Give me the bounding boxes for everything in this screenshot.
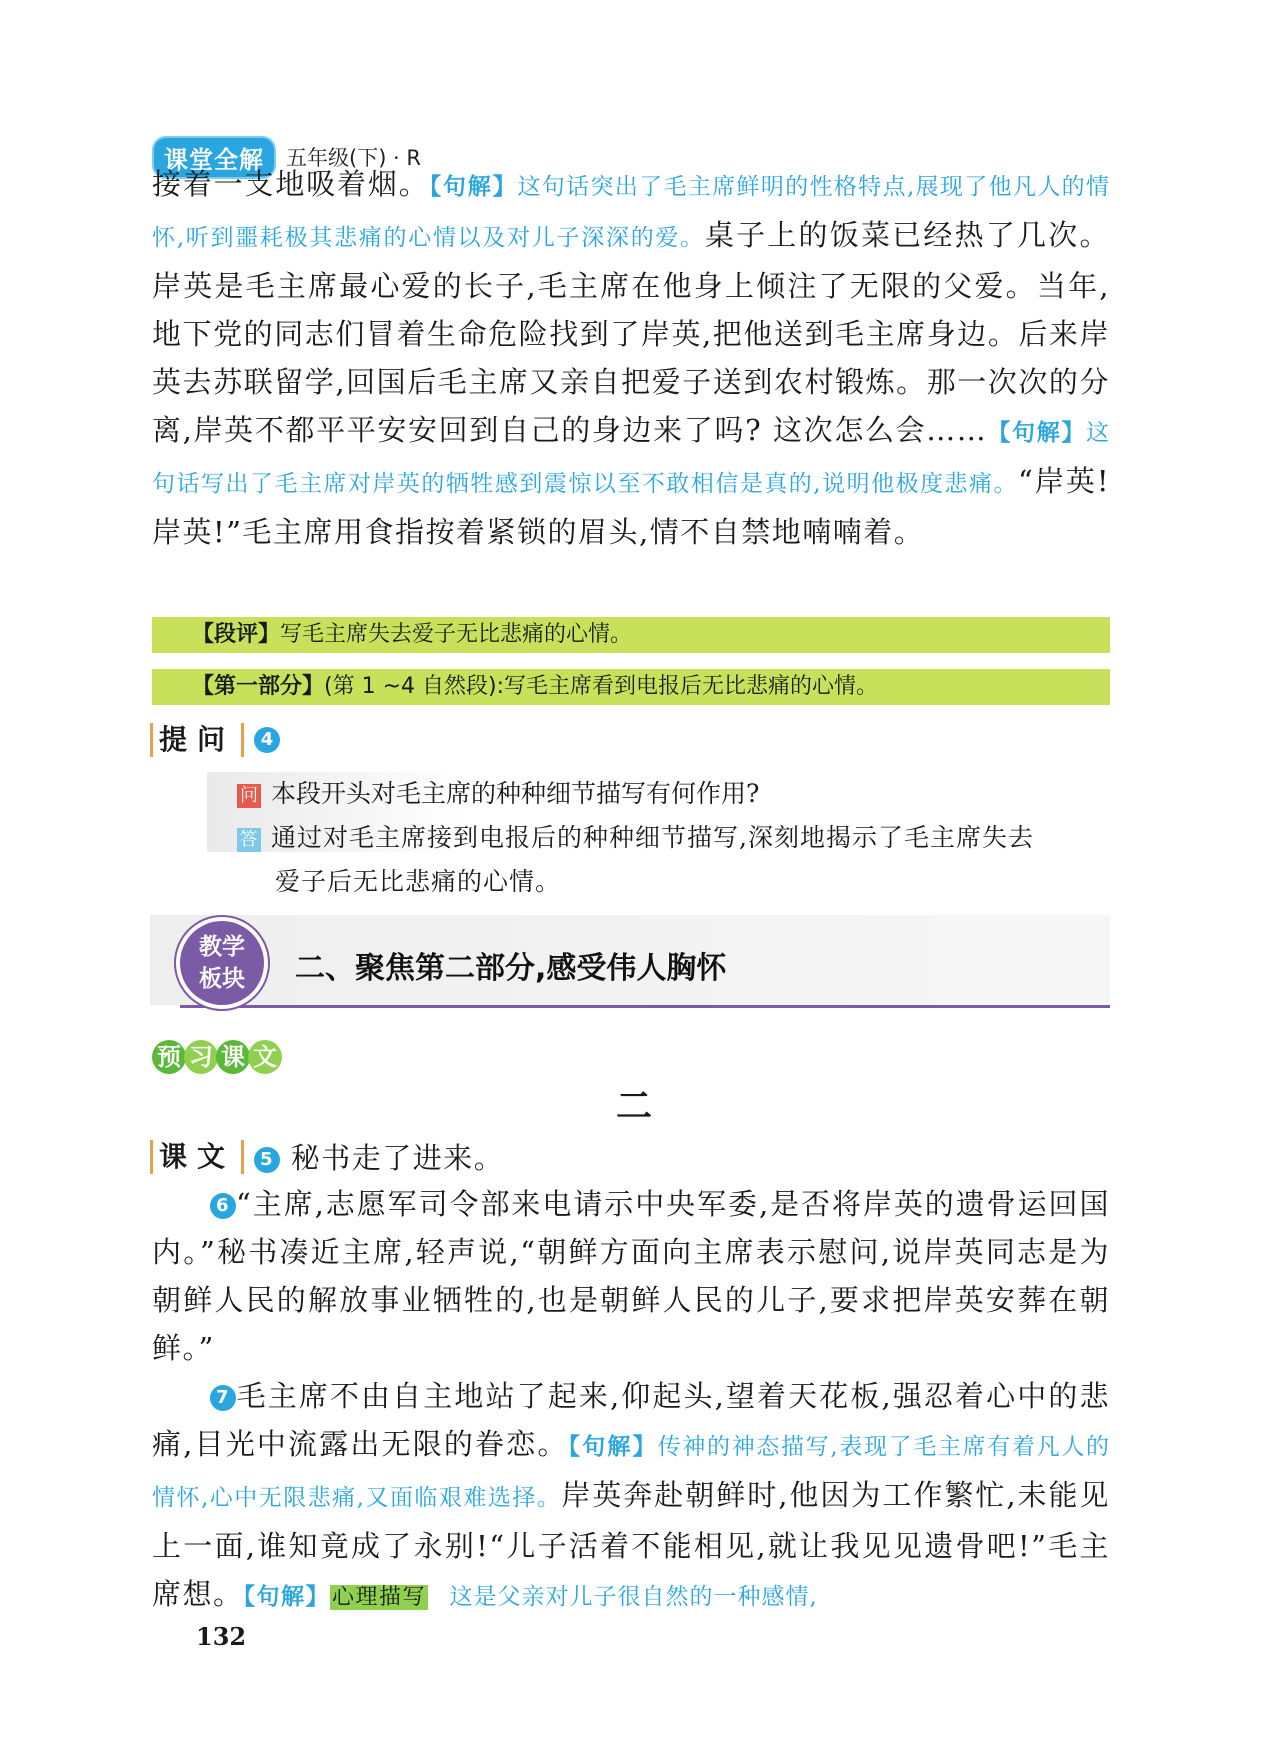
text-run: 接着一支地吸着烟。 — [152, 167, 430, 201]
preview-char: 课 — [216, 1040, 250, 1074]
answer-text-2: 爱子后无比悲痛的心情。 — [275, 867, 562, 896]
text-label: 课文 — [159, 1140, 236, 1173]
highlight-label: 心理描写 — [332, 1585, 427, 1610]
sentence-note: 这句话写出了毛主席对岸英的牺牲感到震惊以至不敢相信是真的,说明他极度悲痛。 — [152, 420, 1110, 497]
text-run: 桌子上的饭菜已经热了几次。岸英是毛主席最心爱的长子,毛主席在他身上倾注了无限的父爱。当年,地下党的同志们冒着生命危险找到了岸英,把他送到毛主席身边。后来岸英去苏联留学,回国后毛主席又亲自把爱子送到农村锻炼。那一次次的分离,岸英不都平平安安回到自己的身边来了吗? 这次怎么会…… — [152, 218, 1110, 447]
question-text: 本段开头对毛主席的种种细节描写有何作用? — [271, 779, 760, 808]
series-logo: 课堂全解 — [152, 136, 276, 179]
paragraph-number-7: 7 — [210, 1385, 236, 1411]
comment-label: 【段评】 — [192, 622, 281, 647]
badge-line-1: 教学 — [199, 934, 245, 960]
question-number-badge: 4 — [254, 727, 280, 753]
part-label: 【第一部分】 — [192, 674, 325, 699]
answer-text: 通过对毛主席接到电报后的种种细节描写,深刻地揭示了毛主席失去 — [271, 823, 1034, 852]
part-text: (第 1 ~4 自然段):写毛主席看到电报后无比悲痛的心情。 — [324, 674, 879, 699]
sentence-note-tag: 【句解】 — [568, 1434, 658, 1460]
sentence-note: 这是父亲对儿子很自然的一种感情, — [449, 1584, 818, 1610]
sentence-note-tag: 【句解】 — [429, 174, 518, 200]
part-number-heading: 二 — [616, 1085, 653, 1127]
section-title: 二、聚焦第二部分,感受伟人胸怀 — [295, 951, 727, 986]
paragraph-number-6: 6 — [210, 1193, 236, 1219]
page-number: 132 — [196, 1622, 247, 1651]
qa-box — [207, 772, 1110, 896]
preview-text-label — [152, 1040, 280, 1074]
comment-text: 写毛主席失去爱子无比悲痛的心情。 — [280, 622, 633, 647]
preview-char: 习 — [184, 1040, 218, 1074]
answer-icon: 答 — [237, 828, 261, 852]
paragraph-6-text: “主席,志愿军司令部来电请示中央军委,是否将岸英的遗骨运回国内。”秘书凑近主席,轻声说,“朝鲜方面向主席表示慰问,说岸英同志是为朝鲜人民的解放事业牺牲的,也是朝鲜人民的儿子,要求把岸英安葬在朝鲜。” — [152, 1187, 1110, 1365]
teaching-section-header — [150, 915, 1110, 1015]
text-section-label — [150, 1140, 244, 1174]
text-run: “岸英! 岸英!”毛主席用食指按着紧锁的眉头,情不自禁地喃喃着。 — [152, 464, 1111, 549]
question-row — [237, 772, 759, 816]
text-run: 毛主席不由自主地站了起来,仰起头,望着天花板,强忍着心中的悲痛,目光中流露出无限的眷恋。 — [152, 1379, 1110, 1461]
paragraph-continued — [152, 160, 1110, 556]
sentence-note-tag: 【句解】 — [987, 420, 1086, 446]
paragraph-5-text: 秘书走了进来。 — [290, 1141, 505, 1175]
answer-row — [237, 816, 1034, 860]
text-run: 岸英奔赴朝鲜时,他因为工作繁忙,未能见上一面,谁知竟成了永别!“儿子活着不能相见,就让我见见遗骨吧!”毛主席想。 — [152, 1478, 1110, 1611]
paragraph-5 — [254, 1134, 1110, 1182]
section-underline — [180, 1005, 1110, 1008]
paragraph-comment-bar — [152, 617, 1110, 653]
sentence-note: 传神的神态描写,表现了毛主席有着凡人的情怀,心中无限悲痛,又面临艰难选择。 — [152, 1434, 1111, 1511]
paragraph-6 — [152, 1180, 1110, 1372]
preview-char: 文 — [248, 1040, 282, 1074]
sentence-note-tag: 【句解】 — [243, 1584, 331, 1610]
question-section-label — [150, 723, 244, 757]
answer-row-2 — [275, 860, 561, 904]
paragraph-7 — [152, 1372, 1110, 1622]
preview-char: 预 — [152, 1040, 186, 1074]
sentence-note: 这句话突出了毛主席鲜明的性格特点,展现了他凡人的情怀,听到噩耗极其悲痛的心情以及对儿子深深的爱。 — [152, 174, 1110, 251]
paragraph-number-5: 5 — [254, 1147, 280, 1173]
badge-line-2: 板块 — [199, 966, 245, 992]
question-label-text: 提问 — [159, 723, 236, 756]
part-summary-bar — [152, 669, 1110, 705]
question-icon: 问 — [237, 784, 261, 808]
teaching-block-badge — [180, 921, 264, 1005]
grade-label: 五年级(下) · R — [286, 146, 422, 170]
